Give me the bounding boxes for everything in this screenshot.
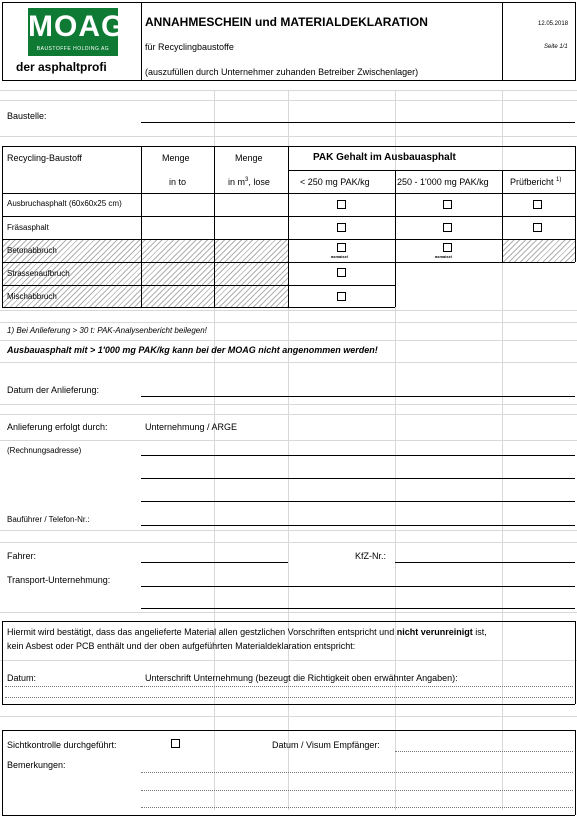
bemerkungen-line-3[interactable] bbox=[141, 807, 573, 808]
checkbox-sichtkontrolle[interactable] bbox=[171, 739, 180, 748]
address-line-3[interactable] bbox=[141, 501, 575, 502]
declaration-datum-field[interactable] bbox=[5, 686, 141, 687]
beton-pak-high-note: asmaisel bbox=[435, 254, 452, 259]
warning-text: Ausbauasphalt mit > 1'000 mg PAK/kg kann bei der MOAG nicht angenommen werden! bbox=[7, 345, 378, 355]
signature-label: Unterschrift Unternehmung (bezeugt die Richtigkeit oben erwähnter Angaben): bbox=[145, 673, 458, 683]
bauführer-field[interactable] bbox=[141, 525, 575, 526]
declaration-line-2: kein Asbest oder PCB enthält und der oben aufgeführten Materialdeklaration entspricht: bbox=[7, 641, 356, 651]
transport-label: Transport-Unternehmung: bbox=[7, 575, 111, 585]
beton-pak-low-note: asmaisel bbox=[331, 254, 348, 259]
baustelle-label: Baustelle: bbox=[7, 111, 47, 121]
datum-anlieferung-label: Datum der Anlieferung: bbox=[7, 385, 100, 395]
address-line-1[interactable] bbox=[141, 455, 575, 456]
col-header-pak-group: PAK Gehalt im Ausbauasphalt bbox=[313, 152, 456, 163]
checkbox-fraes-pruefbericht[interactable] bbox=[533, 223, 542, 232]
bemerkungen-line-2[interactable] bbox=[141, 790, 573, 791]
address-line-2[interactable] bbox=[141, 478, 575, 479]
col-header-pak-high: 250 - 1'000 mg PAK/kg bbox=[397, 177, 489, 187]
logo-tagline: der asphaltprofi bbox=[16, 60, 107, 74]
col-header-menge-to: Menge bbox=[162, 153, 190, 163]
visum-field[interactable] bbox=[395, 751, 573, 752]
col-header-pruefbericht: Prüfbericht $^{1)}$ bbox=[510, 177, 562, 187]
col-header-menge-m3: Menge bbox=[235, 153, 263, 163]
sichtkontrolle-label: Sichtkontrolle durchgeführt: bbox=[7, 740, 117, 750]
company-logo bbox=[28, 8, 126, 56]
row-label-mischabbruch: Mischabbruch bbox=[7, 292, 57, 301]
logo-subtitle: BAUSTOFFE HOLDING AG bbox=[36, 46, 110, 52]
fahrer-field[interactable] bbox=[141, 562, 288, 563]
checkbox-beton-pak-low[interactable] bbox=[337, 243, 346, 252]
logo-wordmark: MOAG bbox=[28, 10, 126, 43]
signature-field-2[interactable] bbox=[5, 697, 573, 698]
checkbox-fraes-pak-low[interactable] bbox=[337, 223, 346, 232]
kfz-label: KfZ-Nr.: bbox=[355, 551, 386, 561]
fill-instruction: (auszufüllen durch Unternehmer zuhanden Betreiber Zwischenlager) bbox=[145, 67, 419, 77]
col-header-menge-m3-unit: in $m^3$, lose bbox=[228, 177, 270, 187]
page-number: Seite 1/1 bbox=[544, 44, 568, 50]
bemerkungen-label: Bemerkungen: bbox=[7, 760, 66, 770]
hatched-cell bbox=[502, 240, 575, 262]
visum-label: Datum / Visum Empfänger: bbox=[272, 740, 380, 750]
baustelle-field[interactable] bbox=[141, 122, 575, 123]
col-header-pak-low: < 250 mg PAK/kg bbox=[300, 177, 370, 187]
kfz-field[interactable] bbox=[395, 562, 575, 563]
unternehmung-arge-label: Unternehmung / ARGE bbox=[145, 422, 238, 432]
footnote: 1) Bei Anlieferung > 30 t: PAK-Analysenbericht beilegen! bbox=[7, 326, 207, 335]
checkbox-fraes-pak-high[interactable] bbox=[443, 223, 452, 232]
checkbox-misch-pak-low[interactable] bbox=[337, 292, 346, 301]
datum-anlieferung-field[interactable] bbox=[141, 396, 575, 397]
anlieferung-durch-label: Anlieferung erfolgt durch: bbox=[7, 422, 108, 432]
document-subtitle: für Recyclingbaustoffe bbox=[145, 42, 234, 52]
bauführer-label: Bauführer / Telefon-Nr.: bbox=[7, 515, 90, 524]
checkbox-beton-pak-high[interactable] bbox=[443, 243, 452, 252]
declaration-line-1: Hiermit wird bestätigt, dass das angelieferte Material allen gestzlichen Vorschriften entspricht und nicht verunreinigt ist, bbox=[7, 627, 487, 637]
checkbox-ausbruch-pak-high[interactable] bbox=[443, 200, 452, 209]
row-label-fraesasphalt: Fräsasphalt bbox=[7, 223, 49, 232]
rechnungsadresse-label: (Rechnungsadresse) bbox=[7, 446, 82, 455]
col-header-material: Recycling-Baustoff bbox=[7, 153, 82, 163]
bemerkungen-line-1[interactable] bbox=[141, 772, 573, 773]
declaration-datum-label: Datum: bbox=[7, 673, 37, 683]
row-label-betonabbruch: Betonabbruch bbox=[7, 246, 57, 255]
col-header-menge-to-unit: in to bbox=[169, 177, 187, 187]
row-label-ausbruchasphalt: Ausbruchasphalt (60x60x25 cm) bbox=[7, 199, 122, 208]
transport-field-2[interactable] bbox=[141, 608, 575, 609]
checkbox-ausbruch-pak-low[interactable] bbox=[337, 200, 346, 209]
transport-field-1[interactable] bbox=[141, 586, 575, 587]
fahrer-label: Fahrer: bbox=[7, 551, 37, 561]
checkbox-ausbruch-pruefbericht[interactable] bbox=[533, 200, 542, 209]
signature-field[interactable] bbox=[141, 686, 573, 687]
checkbox-strassen-pak-low[interactable] bbox=[337, 268, 346, 277]
document-date: 12.05.2018 bbox=[538, 21, 569, 27]
row-label-strassenaufbruch: Strassenaufbruch bbox=[7, 269, 70, 278]
document-title: ANNAHMESCHEIN und MATERIALDEKLARATION bbox=[145, 15, 428, 29]
